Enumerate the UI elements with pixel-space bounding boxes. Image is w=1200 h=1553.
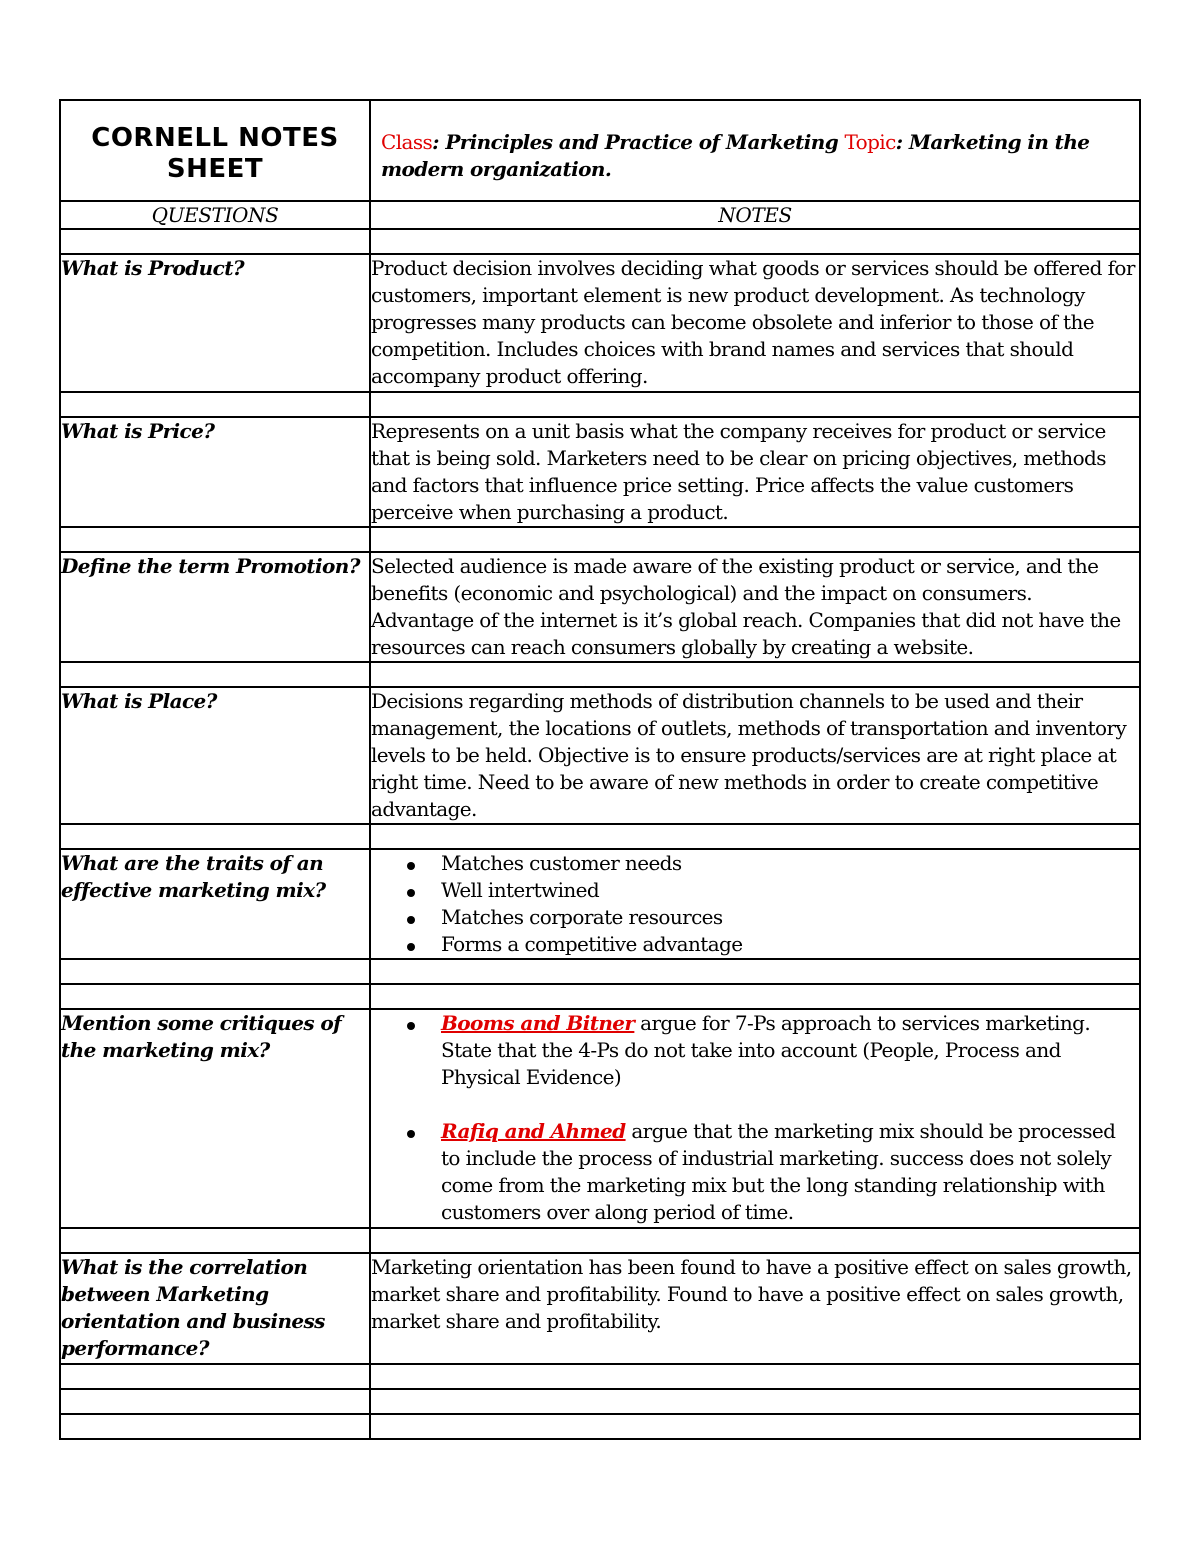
list-item xyxy=(441,850,1139,877)
blank-cell xyxy=(60,392,370,417)
notes-marketing-mix-traits xyxy=(370,849,1140,959)
blank-cell xyxy=(60,1364,370,1389)
blank-cell xyxy=(370,1228,1140,1253)
blank-cell xyxy=(370,1414,1140,1439)
topic-value: Marketing in the modern organization. xyxy=(381,130,1090,181)
author-link[interactable]: Rafiq and Ahmed xyxy=(441,1119,626,1143)
blank-cell xyxy=(370,527,1140,552)
notes-promotion: Selected audience is made aware of the existing product or service, and the benefits (economic and psychological) and the impact on consumers. Advantage of the internet is it’s global reach. Companies that did not have the resources can reach consumers globally by creating a website. xyxy=(370,552,1140,662)
bullet-icon xyxy=(407,889,415,897)
blank-cell xyxy=(60,527,370,552)
blank-cell xyxy=(60,1228,370,1253)
bullet-icon xyxy=(407,916,415,924)
list-item xyxy=(441,904,1139,931)
class-value: Principles and Practice of Marketing xyxy=(445,130,839,154)
bullet-text: Matches corporate resources xyxy=(441,905,723,929)
blank-cell xyxy=(60,1414,370,1439)
blank-cell xyxy=(370,1364,1140,1389)
notes-place: Decisions regarding methods of distribution channels to be used and their management, the locations of outlets, methods of transportation and inventory levels to be held. Objective is to ensure products/services are at right place at right time. Need to be aware of new methods in order to create competitive advantage. xyxy=(370,687,1140,824)
questions-header: QUESTIONS xyxy=(60,201,370,229)
bullet-text: Well intertwined xyxy=(441,878,600,902)
blank-cell xyxy=(370,229,1140,254)
blank-cell xyxy=(60,662,370,687)
notes-header: NOTES xyxy=(370,201,1140,229)
critique-text: argue that the marketing mix should be processed to include the process of industrial marketing. success does not solely come from the marketing mix but the long standing relationship with customers over along period of time. xyxy=(441,1119,1116,1224)
blank-cell xyxy=(60,1389,370,1414)
blank-cell xyxy=(370,959,1140,984)
blank-cell xyxy=(60,824,370,849)
notes-critiques xyxy=(370,1009,1140,1228)
blank-cell xyxy=(60,959,370,984)
author-link[interactable]: Booms and Bitner xyxy=(441,1011,635,1035)
blank-cell xyxy=(370,824,1140,849)
bullet-icon xyxy=(407,1022,415,1030)
critique-text: argue for 7-Ps approach to services marketing. State that the 4-Ps do not take into account (People, Process and Physical Evidence) xyxy=(441,1011,1091,1089)
blank-cell xyxy=(370,984,1140,1009)
bullet-icon xyxy=(407,943,415,951)
list-item xyxy=(441,1118,1139,1226)
class-label: Class xyxy=(381,130,433,154)
question-marketing-mix-traits: What are the traits of an effective marketing mix? xyxy=(60,849,370,959)
notes-product: Product decision involves deciding what goods or services should be offered for customers, important element is new product development. As technology progresses many products can become obsolete and inferior to those of the competition. Includes choices with brand names and services that should accompany product offering. xyxy=(370,254,1140,392)
bullet-text: Matches customer needs xyxy=(441,851,682,875)
topic-label: Topic xyxy=(844,130,896,154)
class-topic-cell: Class: Principles and Practice of Marketing Topic: Marketing in the modern organization. xyxy=(370,100,1140,201)
notes-correlation: Marketing orientation has been found to have a positive effect on sales growth, market share and profitability. Found to have a positive effect on sales growth, market share and profitability. xyxy=(370,1253,1140,1364)
question-critiques: Mention some critiques of the marketing mix? xyxy=(60,1009,370,1228)
blank-cell xyxy=(60,984,370,1009)
blank-cell xyxy=(370,392,1140,417)
question-place: What is Place? xyxy=(60,687,370,824)
spacer xyxy=(441,1091,1139,1118)
blank-cell xyxy=(370,662,1140,687)
blank-cell xyxy=(60,229,370,254)
bullet-icon xyxy=(407,1130,415,1138)
list-item xyxy=(441,1010,1139,1091)
notes-price: Represents on a unit basis what the company receives for product or service that is being sold. Marketers need to be clear on pricing objectives, methods and factors that influence price setting. Price affects the value customers perceive when purchasing a product. xyxy=(370,417,1140,527)
blank-cell xyxy=(370,1389,1140,1414)
question-correlation: What is the correlation between Marketing orientation and business performance? xyxy=(60,1253,370,1364)
bullet-icon xyxy=(407,862,415,870)
bullet-text: Forms a competitive advantage xyxy=(441,932,743,956)
list-item xyxy=(441,931,1139,958)
question-promotion: Define the term Promotion? xyxy=(60,552,370,662)
question-product: What is Product? xyxy=(60,254,370,392)
cornell-notes-table xyxy=(59,99,1141,1440)
question-price: What is Price? xyxy=(60,417,370,527)
sheet-title: CORNELL NOTES SHEET xyxy=(60,100,370,201)
list-item xyxy=(441,877,1139,904)
